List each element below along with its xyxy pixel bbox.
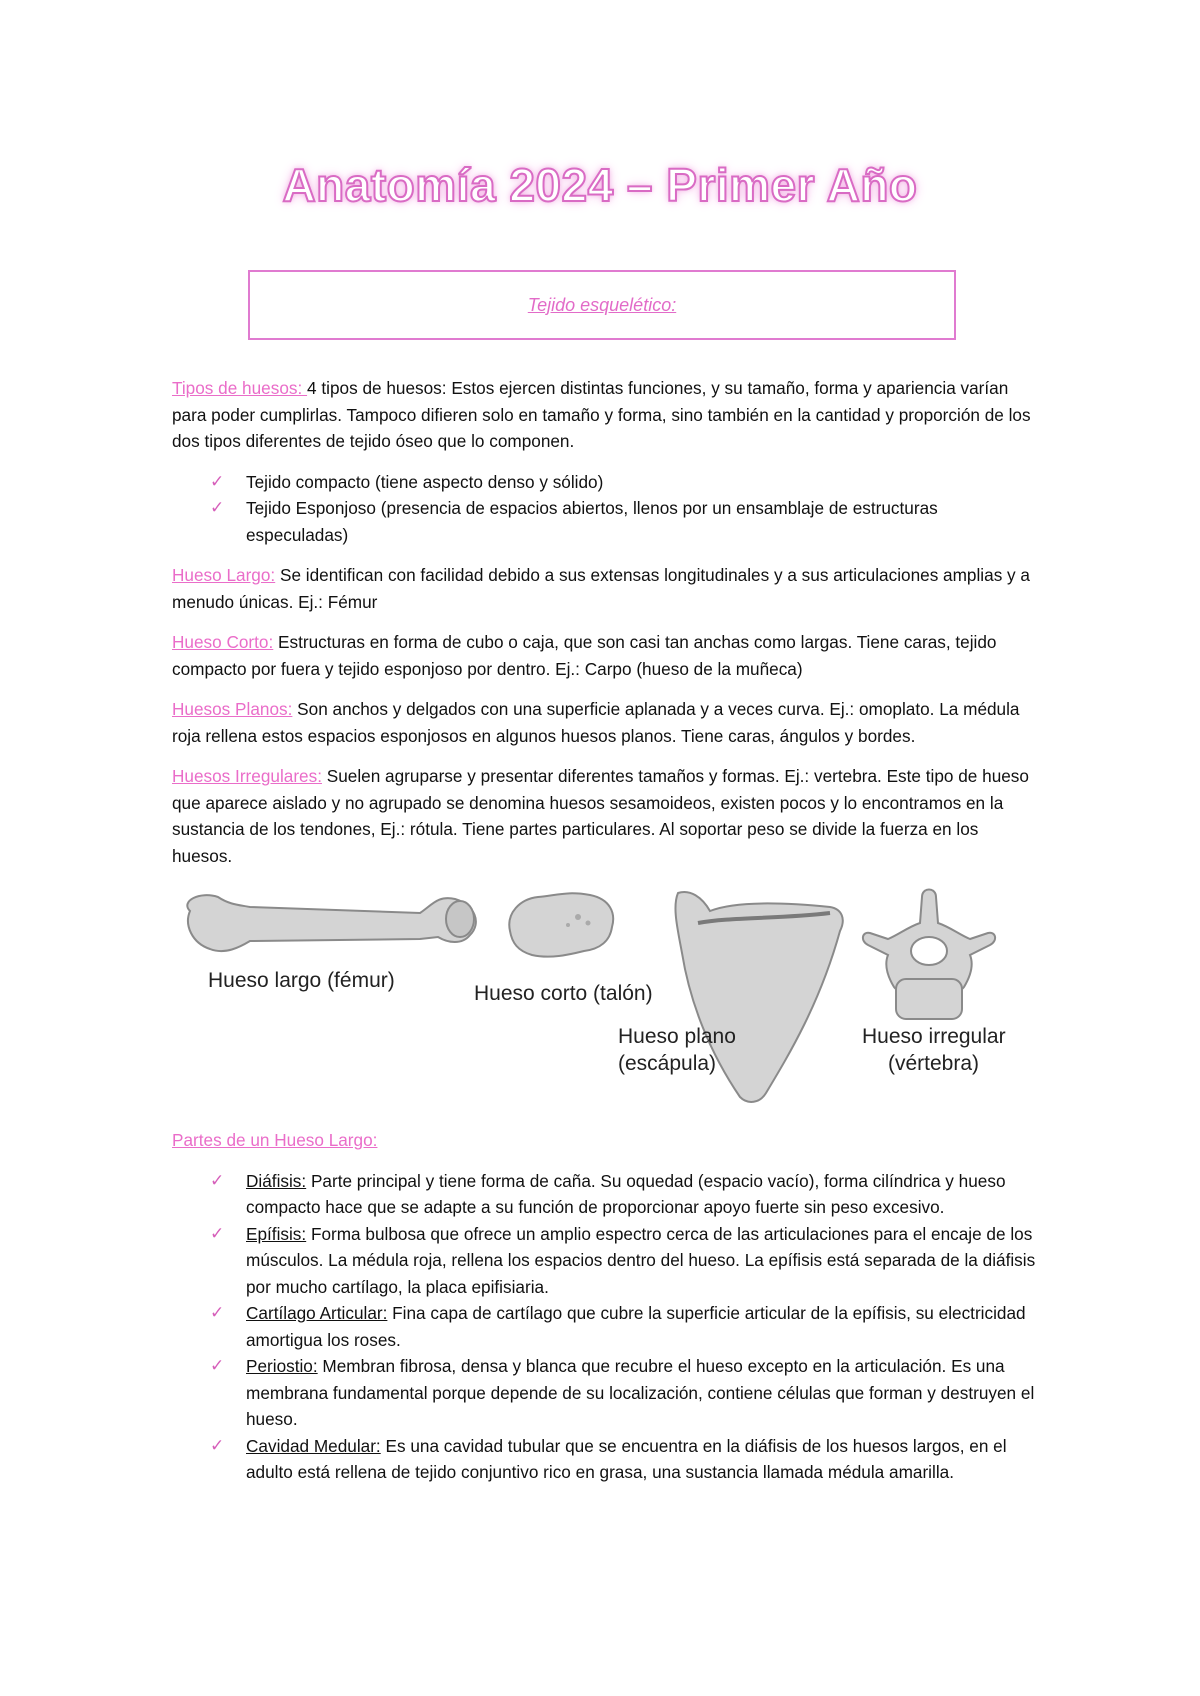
bone-illustration: [170, 883, 1070, 1113]
bone-type-text: Suelen agruparse y presentar diferentes tamaños y formas. Ej.: vertebra. Este tipo de hueso que aparece aislado y no agrupado se denomina huesos sesamoideos, existen pocos y lo encontramos en la sustancia de los tendones, Ej.: rótula. Tiene partes particulares. Al soportar peso se divide la fuerza en los huesos.: [172, 766, 1029, 866]
check-icon: ✓: [210, 1303, 225, 1322]
part-term: Cavidad Medular:: [246, 1435, 381, 1456]
flat-bone-label-1: Hueso plano: [618, 1025, 736, 1048]
check-icon: ✓: [210, 1223, 225, 1243]
flat-bone-label-2: (escápula): [618, 1052, 717, 1075]
femur-illustration: [187, 895, 476, 951]
bone-type-label: Hueso Largo:: [172, 565, 276, 585]
parts-list: [172, 1168, 1040, 1486]
list-item: [210, 1168, 1040, 1221]
check-icon: ✓: [210, 498, 225, 517]
bone-type-text: Son anchos y delgados con una superficie aplanada y a veces curva. Ej.: omoplato. La médula roja rellena estos espacios esponjosos en algunos huesos planos. Tiene caras, ángulos y bordes.: [172, 699, 1020, 746]
list-item: [210, 1300, 1040, 1353]
intro-paragraph: [172, 375, 1040, 455]
long-bone-label: Hueso largo (fémur): [208, 969, 395, 992]
section-box: [248, 270, 956, 340]
document-body: [172, 375, 1040, 1500]
irregular-bone-label-2: (vértebra): [888, 1052, 980, 1075]
bone-type-long: [172, 562, 1040, 615]
irregular-bone-label-1: Hueso irregular: [862, 1025, 1006, 1048]
part-term: Diáfisis:: [246, 1170, 307, 1191]
check-icon: ✓: [210, 1435, 225, 1455]
check-icon: ✓: [210, 471, 225, 491]
parts-heading: Partes de un Hueso Largo:: [172, 1130, 378, 1150]
bone-type-irregular: [172, 763, 1040, 869]
short-bone-label: Hueso corto (talón): [474, 982, 653, 1005]
tissue-list: [172, 469, 1040, 549]
bone-type-text: Estructuras en forma de cubo o caja, que son casi tan anchas como largas. Tiene caras, tejido compacto por fuera y tejido esponjoso por dentro. Ej.: Carpo (hueso de la muñeca): [172, 632, 997, 679]
parts-heading-paragraph: [172, 1127, 1040, 1154]
check-icon: ✓: [210, 1356, 225, 1375]
bone-type-flat: [172, 696, 1040, 749]
part-text: Fina capa de cartílago que cubre la superficie articular de la epífisis, su electricidad amortigua los roses.: [246, 1303, 1026, 1350]
part-text: Es una cavidad tubular que se encuentra en la diáfisis de los huesos largos, en el adulto está rellena de tejido conjuntivo rico en grasa, una sustancia llamada médula amarilla.: [246, 1435, 1007, 1482]
list-item-text: Tejido compacto (tiene aspecto denso y sólido): [246, 471, 604, 492]
bone-type-label: Hueso Corto:: [172, 632, 274, 652]
intro-label: Tipos de huesos:: [172, 378, 308, 398]
list-item: [210, 469, 1040, 496]
bone-type-short: [172, 629, 1040, 682]
heel-illustration: [509, 893, 613, 956]
part-text: Forma bulbosa que ofrece un amplio espectro cerca de las articulaciones para el encaje de los músculos. La médula roja, rellena los espacios dentro del hueso. La epífisis está separada de la diáfisis por mucho cartílago, la placa epifisiaria.: [246, 1223, 1036, 1297]
check-icon: ✓: [210, 1170, 225, 1190]
bone-types-figure: [170, 883, 1070, 1113]
intro-text: 4 tipos de huesos: Estos ejercen distintas funciones, y su tamaño, forma y apariencia varían para poder cumplirlas. Tampoco difieren solo en tamaño y forma, sino también en la cantidad y proporción de los dos tipos diferentes de tejido óseo que lo componen.: [172, 378, 1031, 451]
list-item: [210, 1221, 1040, 1301]
part-term: Periostio:: [246, 1356, 318, 1376]
vertebra-illustration: [863, 890, 995, 1020]
part-term: Cartílago Articular:: [246, 1303, 388, 1323]
list-item-text: Tejido Esponjoso (presencia de espacios abiertos, llenos por un ensamblaje de estructuras especuladas): [246, 498, 938, 545]
list-item: [210, 1433, 1040, 1486]
part-text: Membran fibrosa, densa y blanca que recubre el hueso excepto en la articulación. Es una membrana fundamental porque depende de su localización, contiene células que forman y destruyen el hueso.: [246, 1356, 1035, 1429]
bone-type-text: Se identifican con facilidad debido a sus extensas longitudinales y a sus articulaciones amplias y a menudo únicas. Ej.: Fémur: [172, 565, 1030, 612]
list-item: [210, 1353, 1040, 1433]
part-text: Parte principal y tiene forma de caña. Su oquedad (espacio vacío), forma cilíndrica y hueso compacto hace que se adapte a su función de proporcionar apoyo fuerte sin peso excesivo.: [246, 1170, 1006, 1217]
section-heading: Tejido esquelético:: [527, 294, 677, 315]
part-term: Epífisis:: [246, 1223, 307, 1244]
bone-type-label: Huesos Planos:: [172, 699, 293, 719]
list-item: [210, 495, 1040, 548]
page-title: Anatomía 2024 – Primer Año: [282, 159, 918, 211]
bone-type-label: Huesos Irregulares:: [172, 766, 322, 786]
